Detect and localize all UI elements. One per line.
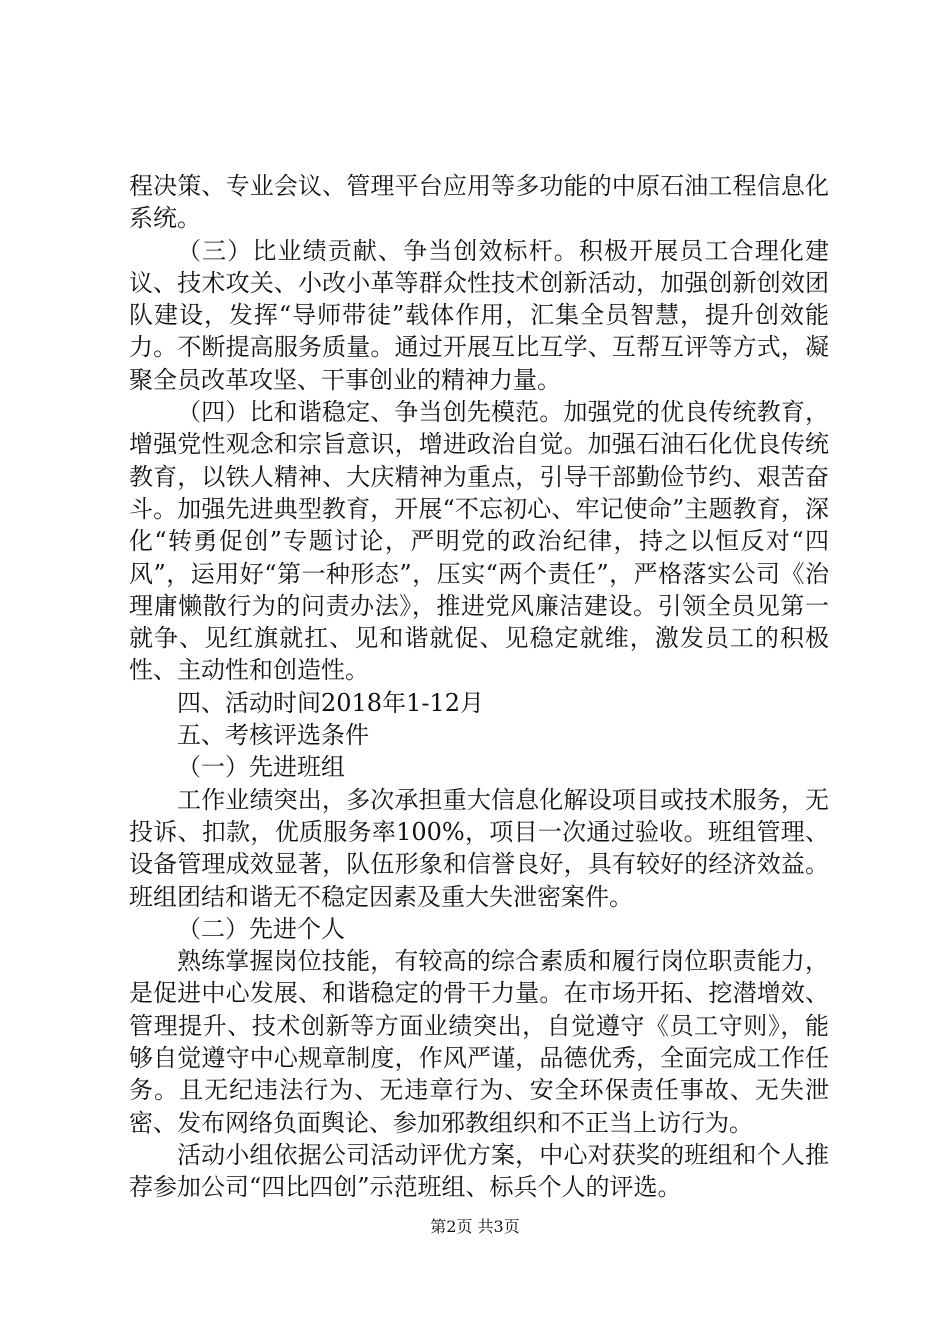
body-text [129, 170, 829, 1204]
paragraph-advanced-team: 工作业绩突出，多次承担重大信息化解设项目或技术服务，无投诉、扣款，优质服务率100%，项目一次通过验收。班组管理、设备管理成效显著，队伍形象和信誉良好，具有较好的经济效益。班组团结和谐无不稳定因素及重大失泄密案件。 [129, 785, 829, 911]
paragraph-section-4: （四）比和谐稳定、争当创先模范。加强党的优良传统教育，增强党性观念和宗旨意识，增进政治自觉。加强石油石化优良传统教育，以铁人精神、大庆精神为重点，引导干部勤俭节约、艰苦奋斗。加强先进典型教育，开展“不忘初心、牢记使命”主题教育，深化“转勇促创”专题讨论，严明党的政治纪律，持之以恒反对“四风”，运用好“第一种形态”，压实“两个责任”，严格落实公司《治理庸懒散行为的问责办法》，推进党风廉洁建设。引领全员见第一就争、见红旗就扛、见和谐就促、见稳定就维，激发员工的积极性、主动性和创造性。 [129, 398, 829, 685]
subheading-advanced-individual: （二）先进个人 [177, 914, 345, 943]
paragraph-recommendation: 活动小组依据公司活动评优方案，中心对获奖的班组和个人推荐参加公司“四比四创”示范班组、标兵个人的评选。 [129, 1140, 829, 1202]
paragraph-continued: 程决策、专业会议、管理平台应用等多功能的中原石油工程信息化系统。 [129, 172, 829, 233]
heading-activity-time: 四、活动时间2018年1-12月 [177, 688, 484, 717]
subheading-advanced-team: （一）先进班组 [177, 753, 345, 782]
heading-evaluation-criteria: 五、考核评选条件 [177, 721, 369, 750]
paragraph-section-3: （三）比业绩贡献、争当创效标杆。积极开展员工合理化建议、技术攻关、小改小革等群众性技术创新活动，加强创新创效团队建设，发挥“导师带徒”载体作用，汇集全员智慧，提升创效能力。不断提高服务质量。通过开展互比互学、互帮互评等方式，凝聚全员改革攻坚、干事创业的精神力量。 [129, 236, 829, 394]
page-number: 第2页 共3页 [430, 1217, 520, 1236]
paragraph-advanced-individual: 熟练掌握岗位技能，有较高的综合素质和履行岗位职责能力，是促进中心发展、和谐稳定的骨干力量。在市场开拓、挖潜增效、管理提升、技术创新等方面业绩突出，自觉遵守《员工守则》，能够自觉遵守中心规章制度，作风严谨，品德优秀，全面完成工作任务。且无纪违法行为、无违章行为、安全环保责任事故、无失泄密、发布网络负面舆论、参加邪教组织和不正当上访行为。 [129, 947, 829, 1137]
